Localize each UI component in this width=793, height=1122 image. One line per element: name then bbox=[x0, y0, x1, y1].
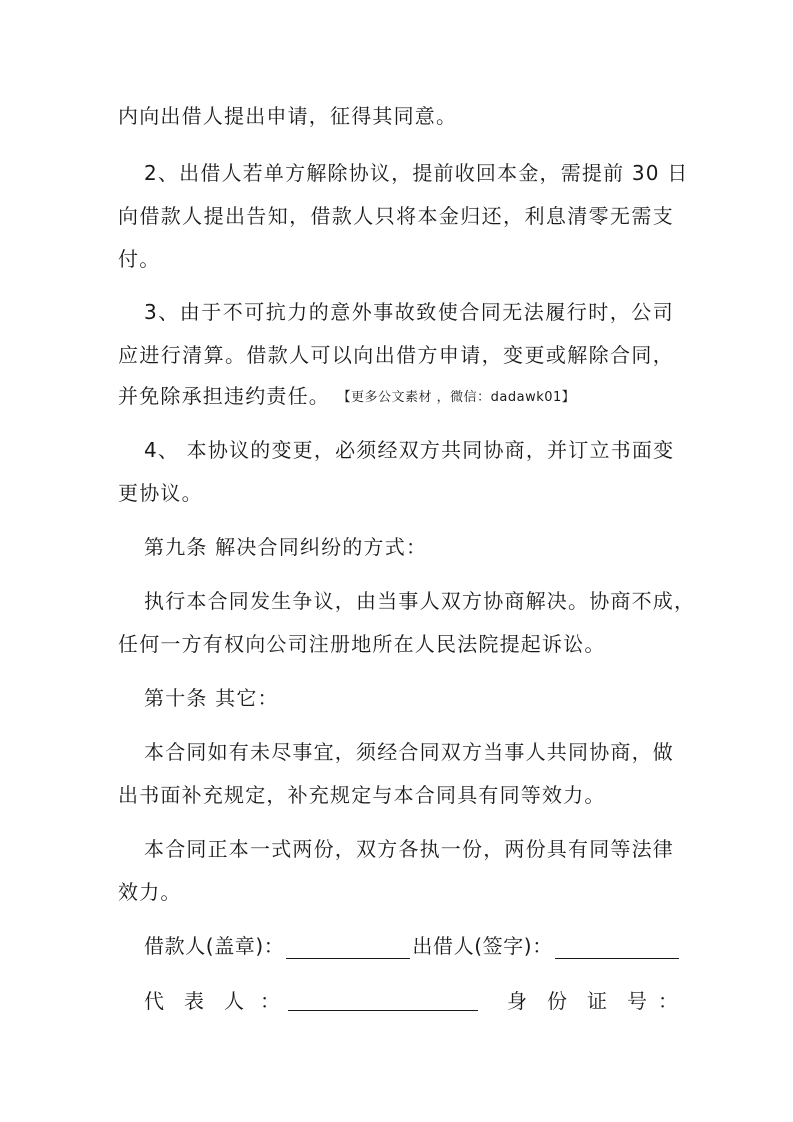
paragraph-line: 内向出借人提出申请，征得其同意。 bbox=[118, 104, 458, 128]
clause-3-line: 应进行清算。借款人可以向出借方申请，变更或解除合同， bbox=[118, 343, 674, 367]
representative-row bbox=[144, 986, 678, 1016]
rep-char: 代 bbox=[144, 989, 164, 1013]
rep-char: 人 bbox=[224, 989, 244, 1013]
clause-3-text: 并免除承担违约责任。 bbox=[118, 384, 330, 408]
clause-3-line bbox=[118, 381, 674, 411]
article-9-line: 任何一方有权向公司注册地所在人民法院提起诉讼。 bbox=[118, 632, 606, 656]
id-char: 份 bbox=[547, 989, 567, 1013]
clause-2-line: 2、出借人若单方解除协议，提前收回本金，需提前 30 日 bbox=[144, 161, 689, 185]
clause-2-line: 付。 bbox=[118, 247, 161, 271]
signature-row bbox=[144, 931, 674, 961]
borrower-signature-blank bbox=[286, 936, 410, 959]
id-char: ： bbox=[658, 989, 678, 1013]
clause-3-line: 3、由于不可抗力的意外事故致使合同无法履行时，公司 bbox=[144, 300, 674, 324]
clause-4-line: 4、 本协议的变更，必须经双方共同协商，并订立书面变 bbox=[144, 438, 675, 462]
clause-4-line: 更协议。 bbox=[118, 481, 203, 505]
article-10-line: 本合同如有未尽事宜，须经合同双方当事人共同协商，做 bbox=[144, 740, 674, 764]
lender-label: 出借人(签字)： bbox=[412, 934, 553, 958]
article-10-heading: 第十条 其它： bbox=[144, 686, 279, 710]
promo-note: 【更多公文素材 ，微信：dadawk01】 bbox=[344, 390, 576, 405]
borrower-label: 借款人(盖章)： bbox=[144, 934, 285, 958]
article-9-heading: 第九条 解决合同纠纷的方式： bbox=[144, 535, 428, 559]
id-char: 号 bbox=[627, 989, 647, 1013]
id-char: 身 bbox=[507, 989, 527, 1013]
copies-line: 本合同正本一式两份，双方各执一份，两份具有同等法律 bbox=[144, 837, 674, 861]
article-10-line: 出书面补充规定，补充规定与本合同具有同等效力。 bbox=[118, 783, 606, 807]
id-char: 证 bbox=[587, 989, 607, 1013]
clause-2-line: 向借款人提出告知，借款人只将本金归还，利息清零无需支 bbox=[118, 204, 674, 228]
article-9-line: 执行本合同发生争议，由当事人双方协商解决。协商不成， bbox=[144, 589, 696, 613]
copies-line: 效力。 bbox=[118, 880, 182, 904]
representative-blank bbox=[288, 988, 478, 1011]
lender-signature-blank bbox=[555, 936, 679, 959]
rep-char: 表 bbox=[184, 989, 204, 1013]
rep-char: ： bbox=[260, 989, 280, 1013]
